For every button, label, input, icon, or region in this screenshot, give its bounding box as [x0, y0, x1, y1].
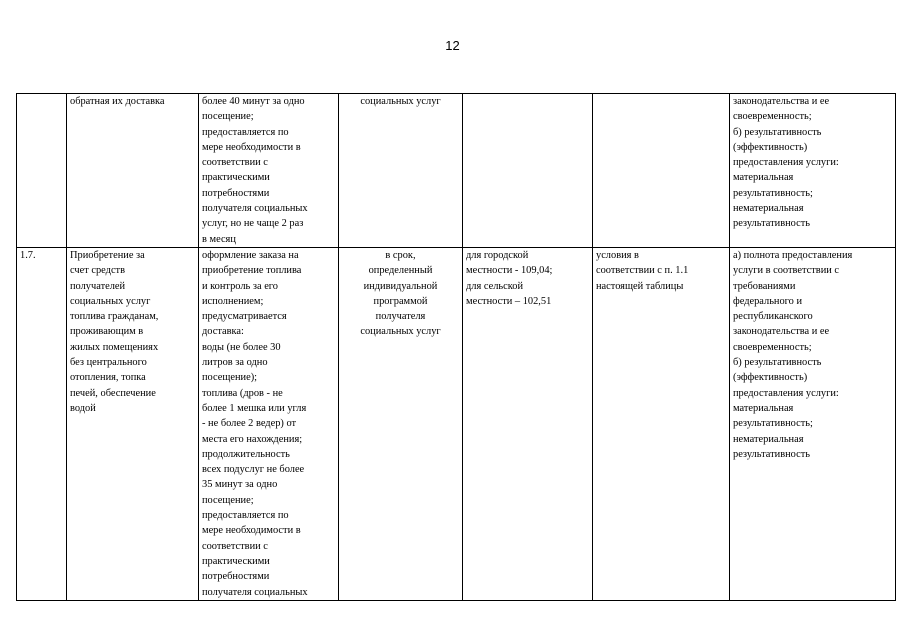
- services-table: [16, 93, 896, 601]
- cell-term: в срок, определенный индивидуальной программой получателя социальных услуг: [339, 247, 463, 600]
- cell-service-description: оформление заказа на приобретение топлива и контроль за его исполнением; предусматривается доставка: воды (не более 30 литров за одно посещение); топлива (дров - не более 1 мешка или угля - не более 2 ведер) от места его нахождения; продолжительность всех подуслуг не более 35 минут за одно посещение; предоставляется по мере необходимости в соответствии с практическими потребностями получателя социальных: [199, 247, 339, 600]
- cell-tariff: [463, 94, 593, 248]
- cell-number: 1.7.: [17, 247, 67, 600]
- cell-term: социальных услуг: [339, 94, 463, 248]
- cell-conditions: [593, 94, 730, 248]
- page-number: 12: [445, 38, 460, 53]
- cell-number: [17, 94, 67, 248]
- cell-service-name: Приобретение за счет средств получателей социальных услуг топлива гражданам, проживающим в жилых помещениях без центрального отопления, топка печей, обеспечение водой: [67, 247, 199, 600]
- cell-tariff: для городской местности - 109,04; для сельской местности – 102,51: [463, 247, 593, 600]
- cell-conditions: условия в соответствии с п. 1.1 настоящей таблицы: [593, 247, 730, 600]
- cell-service-description: более 40 минут за одно посещение; предоставляется по мере необходимости в соответствии с практическими потребностями получателя социальных услуг, но не чаще 2 раз в месяц: [199, 94, 339, 248]
- table-row: [17, 94, 896, 248]
- table-row: [17, 247, 896, 600]
- cell-quality-indicators: а) полнота предоставления услуги в соответствии с требованиями федерального и республиканского законодательства и ее своевременность; б) результативность (эффективность) предоставления услуги: материальная результативность; нематериальная результативность: [730, 247, 896, 600]
- cell-quality-indicators: законодательства и ее своевременность; б) результативность (эффективность) предоставления услуги: материальная результативность; нематериальная результативность: [730, 94, 896, 248]
- cell-service-name: обратная их доставка: [67, 94, 199, 248]
